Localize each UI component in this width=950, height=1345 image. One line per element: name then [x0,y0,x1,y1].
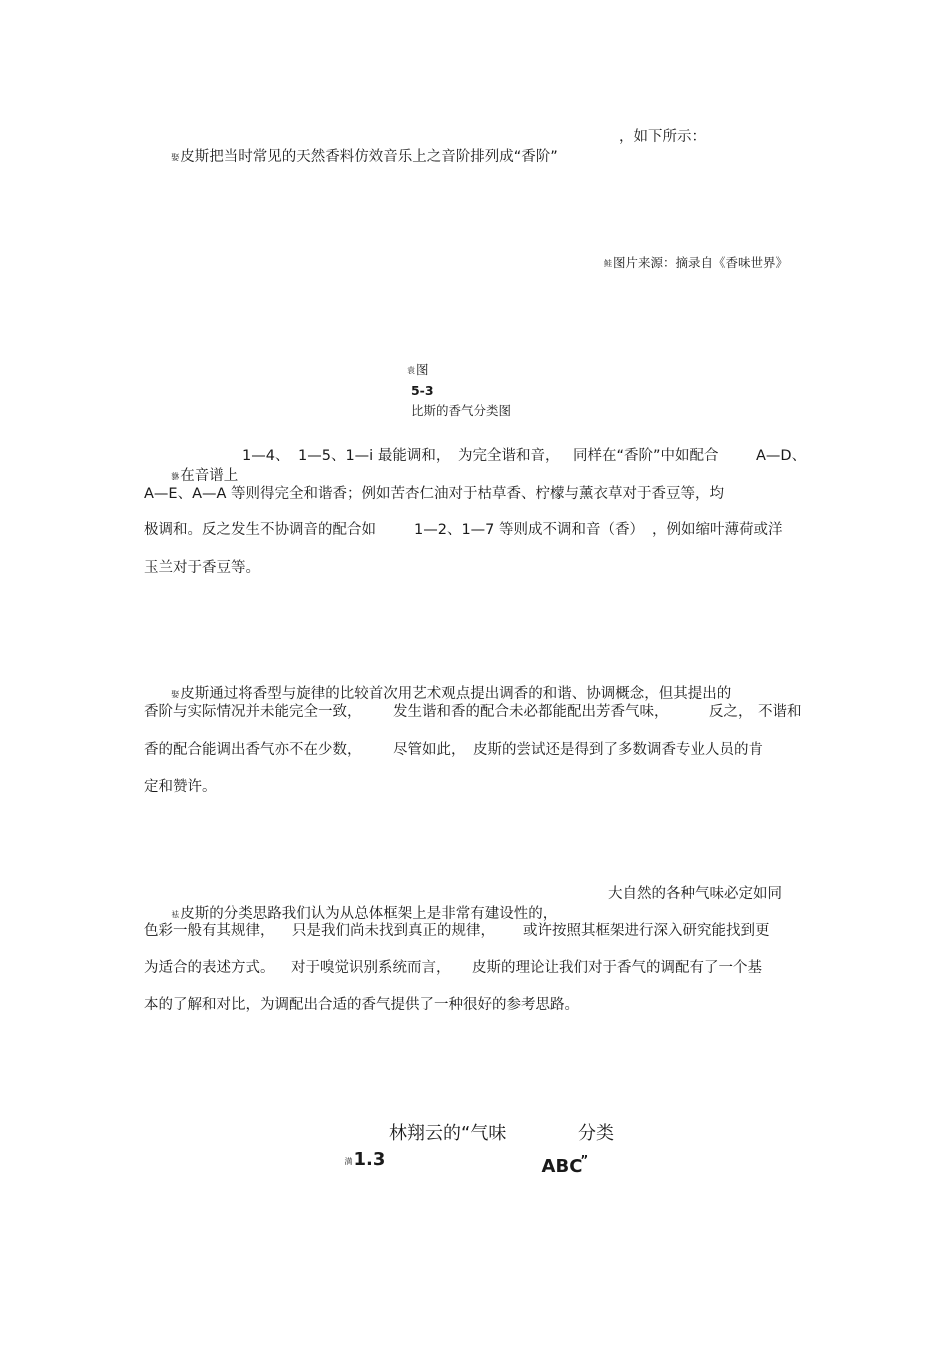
para3-line2-seg1: 色彩一般有其规律， [144,923,275,939]
para3-line3-seg2: 对于嗅觉识别系统而言， [291,960,451,976]
para1-line3-seg3: ，例如缩叶薄荷或洋 [652,522,783,538]
para2-line4: 定和赞许。 [144,779,217,795]
para2-line2-seg1: 香阶与实际情况并未能完全一致， [144,704,362,720]
figure-caption [399,340,511,421]
para1-line4: 玉兰对于香豆等。 [144,560,260,576]
para1-line1-seg5: 同样在“香阶”中如配合 [573,448,719,464]
figure-caption-marker: 袁 [406,366,415,375]
para1-line1-seg1: 在音谱上 [180,468,239,484]
para1-line1-seg6: A—D、 [756,448,807,464]
para3-line3-seg3: 皮斯的理论让我们对于香气的调配有了一个基 [472,960,762,976]
para1-line3-seg1: 极调和。反之发生不协调音的配合如 [144,522,376,538]
para1-line3-seg2: 1—2、1—7 等则成不调和音（香） [414,522,645,538]
para2-line3-seg1: 香的配合能调出香气亦不在少数， [144,742,362,758]
image-source-text: 图片来源：摘录自《香味世界》 [612,255,788,270]
para3-line2-seg3: 或许按照其框架进行深入研究能找到更 [523,923,770,939]
para2-line2-seg2: 发生谐和香的配合未必都能配出芳香气味， [393,704,669,720]
para2-line2-seg4: 不谐和 [758,704,802,720]
para2-line3-seg2: 尽管如此， [393,742,466,758]
para1-line1-seg2: 1—4、 [242,448,290,464]
para1-line1 [162,446,238,487]
para3-line1 [162,884,557,925]
para3-marker: 袪 [171,910,180,919]
image-source [596,233,788,274]
para3-line3-seg1: 为适合的表述方式。 [144,960,275,976]
intro-line [162,127,558,168]
para2-line3-seg3: 皮斯的尝试还是得到了多数调香专业人员的肯 [473,742,763,758]
section-title-after: 分类 [578,1123,614,1144]
para3-line1-seg2: 大自然的各种气味必定如同 [608,886,782,902]
section-number: 1.3 [353,1149,386,1170]
intro-text: 皮斯把当时常见的天然香料仿效音乐上之音阶排列成“香阶” [180,149,558,165]
figure-caption-prefix: 图 [415,362,429,377]
para3-line4: 本的了解和对比，为调配出合适的香气提供了一种很好的参考思路。 [144,997,579,1013]
para3-line2-seg2: 只是我们尚未找到真正的规律， [292,923,495,939]
para1-line2: A—E、A—A 等则得完全和谐香；例如苦杏仁油对于枯草香、柠檬与薰衣草对于香豆等，均 [144,486,725,502]
section-heading [333,1121,385,1175]
figure-caption-number: 5-3 [410,383,434,398]
para2-line1-text: 皮斯通过将香型与旋律的比较首次用艺术观点提出调香的和谐、协调概念，但其提出的 [180,686,732,702]
para3-line1-seg1: 皮斯的分类思路我们认为从总体框架上是非常有建设性的， [180,906,558,922]
para2-line2-seg3: 反之， [709,704,753,720]
figure-caption-title: 比斯的香气分类图 [410,403,511,418]
image-source-marker: 鲑 [603,259,612,268]
para1-line1-seg4: 为完全谐和音， [458,448,560,464]
para2-marker: 娶 [171,690,180,699]
para1-line1-seg3: 1—5、1—i 最能调和， [298,448,451,464]
section-title-abc-text: ABC [541,1156,583,1177]
section-title-before: 林翔云的“气味 [389,1123,507,1144]
intro-tail: ，如下所示： [619,129,706,145]
intro-marker: 娶 [171,153,180,162]
section-heading-marker: 満 [344,1157,353,1166]
para1-marker: 貅 [171,472,180,481]
para2-line1 [162,664,731,705]
section-title-quote: ” [580,1153,589,1167]
